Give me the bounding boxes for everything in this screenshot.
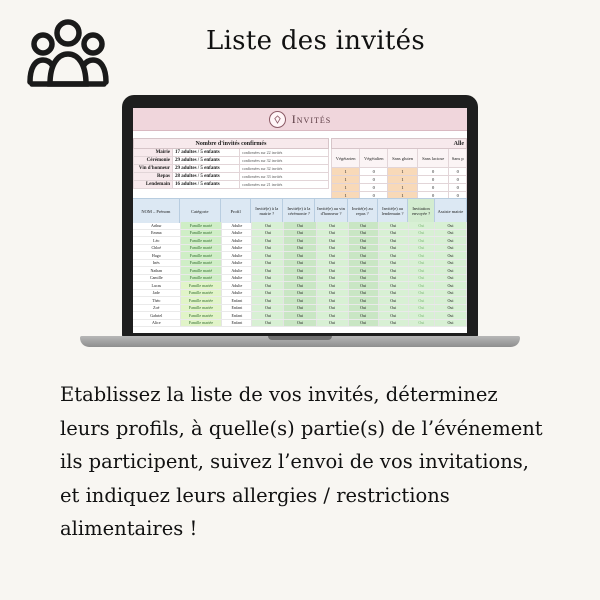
summary-label: Repas — [134, 173, 173, 181]
guest-yes-cell[interactable]: Oui — [284, 275, 316, 282]
table-row[interactable] — [133, 320, 467, 328]
guest-profile[interactable]: Adulte — [222, 290, 252, 297]
guest-name: Emma — [133, 230, 181, 237]
guest-yes-cell[interactable]: Oui — [409, 320, 435, 327]
guest-yes-cell[interactable]: Oui — [379, 267, 409, 274]
guest-yes-cell[interactable]: Oui — [252, 297, 284, 304]
guest-yes-cell[interactable]: Oui — [349, 252, 379, 259]
guest-yes-cell[interactable]: Oui — [349, 282, 379, 289]
guest-yes-cell[interactable]: Oui — [435, 320, 467, 327]
guest-yes-cell[interactable]: Oui — [317, 260, 349, 267]
table-row[interactable] — [133, 252, 467, 260]
guest-category[interactable]: Famille marié — [181, 230, 223, 237]
guest-yes-cell[interactable]: Oui — [379, 237, 409, 244]
guest-column-header: Invité(e) au repas ? — [348, 199, 378, 223]
allergies-table — [331, 138, 467, 200]
guest-column-header: Invité(e) au vin d'honneur ? — [315, 199, 347, 223]
summary-count: 29 adultes / 5 enfants — [173, 157, 240, 165]
guest-column-header: NOM – Prénom — [133, 199, 180, 223]
guest-yes-cell[interactable]: Oui — [435, 282, 467, 289]
guest-category[interactable]: Famille mariée — [181, 290, 223, 297]
guest-yes-cell[interactable]: Oui — [435, 230, 467, 237]
summary-confirmed: confirmées sur 21 invités — [240, 181, 329, 189]
guest-yes-cell[interactable]: Oui — [317, 312, 349, 319]
guest-yes-cell[interactable]: Oui — [379, 290, 409, 297]
table-row[interactable] — [133, 305, 467, 313]
guest-category[interactable]: Famille mariée — [181, 305, 223, 312]
guest-category[interactable]: Famille marié — [181, 237, 223, 244]
table-row[interactable] — [133, 260, 467, 268]
guest-yes-cell[interactable]: Oui — [435, 275, 467, 282]
guest-yes-cell[interactable]: Oui — [252, 237, 284, 244]
table-row[interactable] — [133, 222, 467, 230]
guest-yes-cell[interactable]: Oui — [379, 297, 409, 304]
guest-yes-cell[interactable]: Oui — [349, 297, 379, 304]
table-row[interactable] — [133, 237, 467, 245]
allergy-cell: 0 — [360, 184, 388, 192]
guest-yes-cell[interactable]: Oui — [317, 230, 349, 237]
guest-yes-cell[interactable]: Oui — [284, 252, 316, 259]
guest-profile[interactable]: Adulte — [222, 275, 252, 282]
guest-profile[interactable]: Enfant — [222, 320, 252, 327]
guest-yes-cell[interactable]: Oui — [349, 230, 379, 237]
sheet-header — [133, 108, 467, 131]
guest-name: Hugo — [133, 252, 181, 259]
guest-yes-cell[interactable]: Oui — [284, 320, 316, 327]
summary-label: Mairie — [134, 149, 173, 157]
guest-yes-cell[interactable]: Oui — [349, 222, 379, 229]
guest-category[interactable]: Famille marié — [181, 245, 223, 252]
guest-yes-cell[interactable]: Oui — [284, 222, 316, 229]
guest-category[interactable]: Famille marié — [181, 252, 223, 259]
allergy-cell: 1 — [332, 184, 360, 192]
guest-yes-cell[interactable]: Oui — [409, 252, 435, 259]
guest-yes-cell[interactable]: Oui — [284, 312, 316, 319]
guest-yes-cell[interactable]: Oui — [284, 297, 316, 304]
guest-profile[interactable]: Adulte — [222, 245, 252, 252]
allergy-cell: 0 — [360, 192, 388, 200]
allergy-cell: 0 — [417, 168, 448, 176]
guest-yes-cell[interactable]: Oui — [435, 245, 467, 252]
table-row[interactable] — [133, 312, 467, 320]
summary-count: 28 adultes / 5 enfants — [173, 173, 240, 181]
guest-yes-cell[interactable]: Oui — [379, 260, 409, 267]
guest-yes-cell[interactable]: Oui — [317, 252, 349, 259]
guest-yes-cell[interactable]: Oui — [349, 267, 379, 274]
guest-yes-cell[interactable]: Oui — [435, 290, 467, 297]
allergies-header: Alle — [332, 139, 467, 149]
description-text: Etablissez la liste de vos invités, déterminez leurs profils, à quelle(s) partie(s) de l’événement ils participent, suivez l’envoi de vos invitations, et indiquez leurs allergies / restrictions alimentaires ! — [60, 383, 543, 540]
allergy-cell: 0 — [360, 168, 388, 176]
guest-yes-cell[interactable]: Oui — [349, 237, 379, 244]
guest-yes-cell[interactable]: Oui — [252, 305, 284, 312]
table-row[interactable] — [133, 290, 467, 298]
guest-yes-cell[interactable]: Oui — [317, 237, 349, 244]
summary-row — [134, 173, 329, 181]
page-title: Liste des invités — [206, 26, 426, 56]
guest-yes-cell[interactable]: Oui — [379, 252, 409, 259]
guest-yes-cell[interactable]: Oui — [409, 312, 435, 319]
table-row[interactable] — [133, 297, 467, 305]
allergy-cell: 0 — [449, 192, 467, 200]
guest-yes-cell[interactable]: Oui — [252, 260, 284, 267]
guest-name: Chloé — [133, 245, 181, 252]
guest-yes-cell[interactable]: Oui — [284, 245, 316, 252]
guest-profile[interactable]: Enfant — [222, 297, 252, 304]
guest-category[interactable]: Famille marié — [181, 260, 223, 267]
summary-label: Cérémonie — [134, 157, 173, 165]
guest-yes-cell[interactable]: Oui — [284, 305, 316, 312]
summary-confirmed: confirmées sur 22 invités — [240, 149, 329, 157]
summary-label: Lendemain — [134, 181, 173, 189]
guest-yes-cell[interactable]: Oui — [252, 222, 284, 229]
guest-yes-cell[interactable]: Oui — [379, 312, 409, 319]
guest-yes-cell[interactable]: Oui — [252, 282, 284, 289]
people-icon — [26, 18, 110, 92]
summary-confirmed: confirmées sur 32 invités — [240, 157, 329, 165]
guest-yes-cell[interactable]: Oui — [284, 267, 316, 274]
guest-profile[interactable]: Adulte — [222, 222, 252, 229]
guest-yes-cell[interactable]: Oui — [284, 260, 316, 267]
guest-yes-cell[interactable]: Oui — [435, 297, 467, 304]
guest-yes-cell[interactable]: Oui — [349, 290, 379, 297]
guest-column-header: Invité(e) au lendemain ? — [378, 199, 408, 223]
guest-yes-cell[interactable]: Oui — [409, 230, 435, 237]
summary-row — [134, 157, 329, 165]
guest-yes-cell[interactable]: Oui — [435, 267, 467, 274]
guest-yes-cell[interactable]: Oui — [409, 222, 435, 229]
allergy-column: Sans p — [449, 149, 467, 168]
guest-yes-cell[interactable]: Oui — [317, 320, 349, 327]
guest-yes-cell[interactable]: Oui — [409, 297, 435, 304]
guest-profile[interactable]: Adulte — [222, 237, 252, 244]
guest-yes-cell[interactable]: Oui — [252, 267, 284, 274]
guest-yes-cell[interactable]: Oui — [379, 320, 409, 327]
guest-category[interactable]: Famille mariée — [181, 297, 223, 304]
summary-row — [134, 149, 329, 157]
guest-yes-cell[interactable]: Oui — [409, 267, 435, 274]
guest-name: Zoé — [133, 305, 181, 312]
guest-profile[interactable]: Adulte — [222, 260, 252, 267]
guest-yes-cell[interactable]: Oui — [379, 305, 409, 312]
allergy-cell: 1 — [388, 168, 418, 176]
guest-column-header: Invité(e) à la mairie ? — [251, 199, 283, 223]
guest-name: Gabriel — [133, 312, 181, 319]
guest-profile[interactable]: Adulte — [222, 252, 252, 259]
sheet-title: Invités — [291, 111, 332, 126]
guest-yes-cell[interactable]: Oui — [252, 252, 284, 259]
guest-yes-cell[interactable]: Oui — [349, 260, 379, 267]
guest-yes-cell[interactable]: Oui — [379, 245, 409, 252]
allergy-cell: 0 — [449, 168, 467, 176]
guest-name: Lucas — [133, 282, 181, 289]
guest-name: Léo — [133, 237, 181, 244]
guest-yes-cell[interactable]: Oui — [349, 305, 379, 312]
guest-name: Alice — [133, 320, 181, 327]
guest-name: Camille — [133, 275, 181, 282]
allergy-cell: 0 — [417, 184, 448, 192]
allergy-column: Végétarien — [332, 149, 360, 168]
summary-area — [133, 138, 467, 198]
summary-row — [134, 165, 329, 173]
guest-column-header: Invitation envoyée ? — [408, 199, 435, 223]
allergy-cell: 0 — [417, 192, 448, 200]
guest-yes-cell[interactable]: Oui — [379, 222, 409, 229]
allergy-cell: 0 — [417, 176, 448, 184]
guest-yes-cell[interactable]: Oui — [379, 230, 409, 237]
guest-yes-cell[interactable]: Oui — [317, 245, 349, 252]
summary-label: Vin d'honneur — [134, 165, 173, 173]
guest-category[interactable]: Famille marié — [181, 222, 223, 229]
guest-yes-cell[interactable]: Oui — [252, 245, 284, 252]
guest-yes-cell[interactable]: Oui — [284, 237, 316, 244]
allergy-cell: 1 — [388, 192, 418, 200]
guest-yes-cell[interactable]: Oui — [435, 222, 467, 229]
guest-yes-cell[interactable]: Oui — [349, 312, 379, 319]
table-row[interactable] — [133, 245, 467, 253]
allergy-column: Sans lactose — [417, 149, 448, 168]
guest-table — [133, 222, 467, 327]
guest-yes-cell[interactable]: Oui — [435, 260, 467, 267]
guest-yes-cell[interactable]: Oui — [435, 237, 467, 244]
guest-yes-cell[interactable]: Oui — [284, 230, 316, 237]
table-row[interactable] — [133, 267, 467, 275]
guest-yes-cell[interactable]: Oui — [409, 290, 435, 297]
guest-yes-cell[interactable]: Oui — [349, 245, 379, 252]
guest-category[interactable]: Famille mariée — [181, 282, 223, 289]
allergy-column: Végétalien — [360, 149, 388, 168]
guest-category[interactable]: Famille marié — [181, 267, 223, 274]
guest-yes-cell[interactable]: Oui — [317, 282, 349, 289]
allergy-cell: 0 — [449, 184, 467, 192]
guest-column-header: Catégorie — [180, 199, 221, 223]
allergy-column: Sans gluten — [388, 149, 418, 168]
guest-yes-cell[interactable]: Oui — [317, 290, 349, 297]
guest-name: Inès — [133, 260, 181, 267]
guest-column-header: Invité(e) à la cérémonie ? — [283, 199, 315, 223]
guest-yes-cell[interactable]: Oui — [349, 320, 379, 327]
allergy-cell: 1 — [332, 168, 360, 176]
guest-category[interactable]: Famille mariée — [181, 312, 223, 319]
table-row[interactable] — [133, 275, 467, 283]
guest-yes-cell[interactable]: Oui — [409, 237, 435, 244]
guest-yes-cell[interactable]: Oui — [284, 282, 316, 289]
guest-name: Nathan — [133, 267, 181, 274]
guest-yes-cell[interactable]: Oui — [409, 282, 435, 289]
guest-yes-cell[interactable]: Oui — [252, 312, 284, 319]
table-row[interactable] — [133, 230, 467, 238]
guest-yes-cell[interactable]: Oui — [317, 305, 349, 312]
guest-yes-cell[interactable]: Oui — [435, 305, 467, 312]
spreadsheet — [133, 108, 467, 333]
guest-name: Théo — [133, 297, 181, 304]
guest-profile[interactable]: Adulte — [222, 267, 252, 274]
logo-badge-icon — [269, 111, 286, 128]
guest-name: Arthur — [133, 222, 181, 229]
summary-confirmed: confirmées sur 33 invités — [240, 173, 329, 181]
guest-column-header: Assiste mairie — [435, 199, 467, 223]
guest-table-header — [133, 198, 467, 223]
guest-name: Jade — [133, 290, 181, 297]
guest-yes-cell[interactable]: Oui — [317, 275, 349, 282]
summary-row — [134, 181, 329, 189]
summary-count: 17 adultes / 5 enfants — [173, 149, 240, 157]
guest-yes-cell[interactable]: Oui — [379, 282, 409, 289]
guest-yes-cell[interactable]: Oui — [409, 275, 435, 282]
guest-yes-cell[interactable]: Oui — [317, 222, 349, 229]
guest-profile[interactable]: Enfant — [222, 312, 252, 319]
allergy-cell: 0 — [449, 176, 467, 184]
allergy-cell: 1 — [332, 192, 360, 200]
guest-yes-cell[interactable]: Oui — [317, 297, 349, 304]
allergy-cell: 1 — [388, 184, 418, 192]
guest-yes-cell[interactable]: Oui — [252, 290, 284, 297]
guest-yes-cell[interactable]: Oui — [435, 312, 467, 319]
summary-count: 29 adultes / 5 enfants — [173, 165, 240, 173]
guest-profile[interactable]: Adulte — [222, 282, 252, 289]
confirmed-summary-table — [133, 138, 329, 189]
guest-yes-cell[interactable]: Oui — [409, 305, 435, 312]
guest-yes-cell[interactable]: Oui — [409, 245, 435, 252]
guest-yes-cell[interactable]: Oui — [284, 290, 316, 297]
allergy-cell: 0 — [360, 176, 388, 184]
summary-count: 16 adultes / 5 enfants — [173, 181, 240, 189]
laptop-screen — [122, 95, 478, 338]
guest-yes-cell[interactable]: Oui — [349, 275, 379, 282]
guest-yes-cell[interactable]: Oui — [252, 275, 284, 282]
table-row[interactable] — [133, 282, 467, 290]
guest-yes-cell[interactable]: Oui — [409, 260, 435, 267]
guest-yes-cell[interactable]: Oui — [252, 230, 284, 237]
allergy-cell: 1 — [388, 176, 418, 184]
laptop-notch — [268, 336, 332, 340]
guest-category[interactable]: Famille mariée — [181, 320, 223, 327]
summary-header: Nombre d'invités confirmés — [134, 139, 329, 149]
allergy-cell: 1 — [332, 176, 360, 184]
guest-yes-cell[interactable]: Oui — [317, 267, 349, 274]
guest-yes-cell[interactable]: Oui — [379, 275, 409, 282]
guest-yes-cell[interactable]: Oui — [435, 252, 467, 259]
guest-yes-cell[interactable]: Oui — [252, 320, 284, 327]
summary-confirmed: confirmées sur 32 invités — [240, 165, 329, 173]
guest-profile[interactable]: Enfant — [222, 305, 252, 312]
guest-profile[interactable]: Adulte — [222, 230, 252, 237]
guest-column-header: Profil — [221, 199, 251, 223]
guest-category[interactable]: Famille marié — [181, 275, 223, 282]
